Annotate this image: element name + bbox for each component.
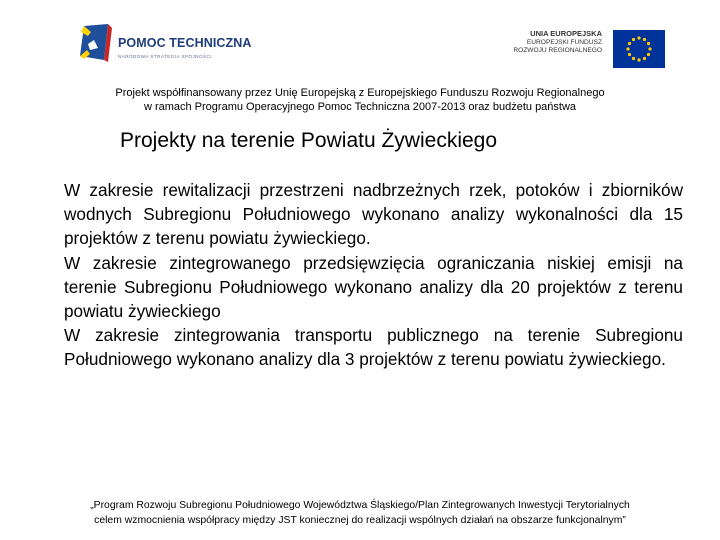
footer-line1: „Program Rozwoju Subregionu Południowego Województwa Śląskiego/Plan Zintegrowanych Inwestycji Terytorialnych <box>90 500 630 511</box>
content-body <box>64 178 683 372</box>
cofinancing-line2: w ramach Programu Operacyjnego Pomoc Techniczna 2007-2013 oraz budżetu państwa <box>143 101 577 113</box>
cofinancing-line1: Projekt współfinansowany przez Unię Europejską z Europejskiego Funduszu Rozwoju Regionalnego <box>115 87 605 99</box>
pomoc-techniczna-emblem-icon <box>78 22 112 62</box>
paragraph-public-transport: W zakresie zintegrowania transportu publicznego na terenie Subregionu Południowego wykonano analizy dla 3 projektów z terenu powiatu żywieckiego. <box>64 325 683 370</box>
eu-logo-line3: ROZWOJU REGIONALNEGO <box>513 47 602 55</box>
page-title: Projekty na terenie Powiatu Żywieckiego <box>120 129 498 152</box>
eu-logo <box>508 30 663 74</box>
logo-tagline: NARODOWA STRATEGIA SPÓJNOŚCI <box>118 54 213 59</box>
pomoc-techniczna-logo <box>78 22 252 70</box>
eu-flag-icon <box>613 30 665 68</box>
paragraph-revitalization: W zakresie rewitalizacji przestrzeni nadbrzeżnych rzek, potoków i zbiorników wodnych Subregionu Południowego wykonano analizy wykonalności dla 15 projektów z terenu powiatu żywieckiego. <box>64 180 683 249</box>
logo-name: POMOC TECHNICZNA <box>118 36 252 50</box>
footer-note <box>20 498 700 528</box>
cofinancing-note <box>60 86 660 114</box>
eu-logo-line2: EUROPEJSKI FUNDUSZ <box>526 38 602 46</box>
footer-line2: celem wzmocnienia współpracy między JST koniecznej do realizacji wspólnych działań na obszarze funkcjonalnym” <box>94 515 626 526</box>
eu-logo-line1: UNIA EUROPEJSKA <box>530 29 602 38</box>
paragraph-low-emission: W zakresie zintegrowanego przedsięwzięcia ograniczania niskiej emisji na terenie Subregionu Południowego wykonano analizy dla 20 projektów z terenu powiatu żywieckiego <box>64 252 683 322</box>
eu-logo-text <box>508 30 602 56</box>
